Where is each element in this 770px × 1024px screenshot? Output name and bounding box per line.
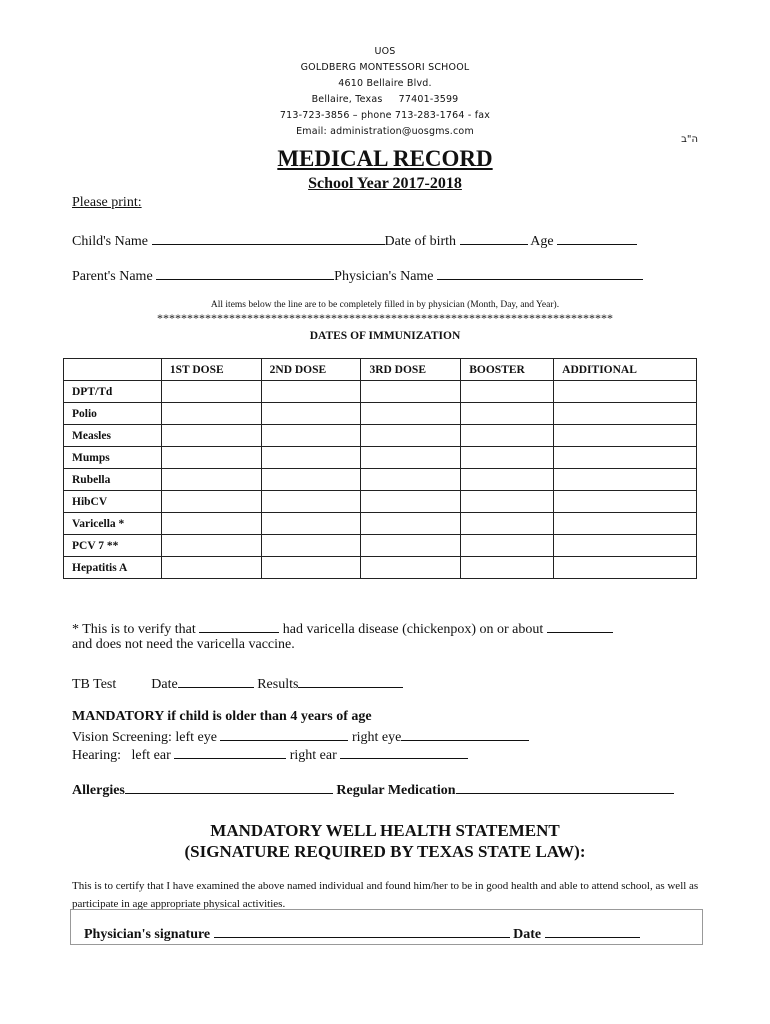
right-ear-label: right ear [289,748,337,763]
table-cell[interactable] [161,403,261,425]
hebrew-mark: ה"ב [681,134,698,145]
date-of-birth-field[interactable] [460,231,528,245]
table-cell[interactable] [361,425,461,447]
table-cell[interactable] [554,535,697,557]
table-header: 2ND DOSE [261,359,361,381]
allergies-label: Allergies [72,783,125,798]
table-cell[interactable] [361,535,461,557]
school-acronym: UOS [374,46,396,57]
table-cell[interactable] [461,469,554,491]
table-cell[interactable] [461,447,554,469]
table-cell[interactable] [261,513,361,535]
row-label: Rubella [64,469,162,491]
table-cell[interactable] [161,469,261,491]
signature-field[interactable] [214,924,510,938]
table-row [64,447,697,469]
immunization-table [63,358,697,579]
tb-results-label: Results [257,677,299,692]
table-cell[interactable] [161,425,261,447]
table-cell[interactable] [361,491,461,513]
parents-name-label: Parent's Name [72,269,153,284]
table-header-row [64,359,697,381]
page-subtitle: School Year 2017-2018 [308,175,462,192]
table-cell[interactable] [461,425,554,447]
row-label: Hepatitis A [64,557,162,579]
table-cell[interactable] [361,447,461,469]
table-cell[interactable] [461,535,554,557]
tb-test-label: TB Test [72,677,117,692]
varicella-name-field[interactable] [199,619,279,633]
regular-medication-label: Regular Medication [336,783,456,798]
row-label: Polio [64,403,162,425]
table-cell[interactable] [361,381,461,403]
table-cell[interactable] [461,403,554,425]
table-cell[interactable] [461,513,554,535]
row-label: HibCV [64,491,162,513]
table-row [64,425,697,447]
age-field[interactable] [557,231,637,245]
tb-results-field[interactable] [298,674,403,688]
table-cell[interactable] [161,535,261,557]
school-phone: 713-723-3856 – phone 713-283-1764 - fax [279,110,491,121]
tb-date-label: Date [151,677,178,692]
row-label: Varicella * [64,513,162,535]
star-divider: **************************************************************************** [157,311,613,325]
table-row [64,469,697,491]
statement-subtitle: (SIGNATURE REQUIRED BY TEXAS STATE LAW): [184,842,586,861]
tb-date-field[interactable] [178,674,254,688]
vision-label: Vision Screening: left eye [72,730,217,745]
date-of-birth-label: Date of birth [384,234,457,249]
table-cell[interactable] [554,557,697,579]
signature-label: Physician's signature [84,927,211,942]
varicella-date-field[interactable] [547,619,613,633]
table-cell[interactable] [261,491,361,513]
table-header: ADDITIONAL [554,359,697,381]
table-cell[interactable] [261,469,361,491]
table-cell[interactable] [361,513,461,535]
right-eye-label: right eye [351,730,402,745]
left-eye-field[interactable] [220,727,348,741]
table-cell[interactable] [554,491,697,513]
table-header [64,359,162,381]
physicians-name-label: Physician's Name [334,269,434,284]
immunization-heading: DATES OF IMMUNIZATION [309,330,461,342]
table-cell[interactable] [461,557,554,579]
table-cell[interactable] [261,425,361,447]
table-row [64,535,697,557]
table-cell[interactable] [161,557,261,579]
table-cell[interactable] [554,447,697,469]
table-cell[interactable] [261,447,361,469]
table-cell[interactable] [461,381,554,403]
signature-row [84,924,640,943]
please-print-label: Please print: [72,195,142,210]
right-ear-field[interactable] [340,745,468,759]
hearing-row [72,745,468,764]
table-cell[interactable] [161,447,261,469]
table-cell[interactable] [361,403,461,425]
table-cell[interactable] [161,513,261,535]
table-row [64,403,697,425]
varicella-prefix: * This is to verify that [72,622,196,637]
left-ear-field[interactable] [174,745,286,759]
allergies-field[interactable] [125,780,333,794]
table-cell[interactable] [361,469,461,491]
age-label: Age [530,234,554,249]
school-address: 4610 Bellaire Blvd. [338,78,432,89]
physician-instructions: All items below the line are to be completely filled in by physician (Month, Day, and Year). [210,300,560,310]
table-cell[interactable] [161,491,261,513]
allergies-row [72,780,674,799]
table-cell[interactable] [461,491,554,513]
childs-name-label: Child's Name [72,234,149,249]
table-cell[interactable] [261,403,361,425]
parent-info-row [72,266,643,285]
table-header: 1ST DOSE [161,359,261,381]
right-eye-field[interactable] [401,727,529,741]
vision-row [72,727,529,746]
page-title: MEDICAL RECORD [277,146,493,171]
table-row [64,491,697,513]
tb-row [72,674,403,693]
mandatory-heading: MANDATORY if child is older than 4 years of age [72,709,372,724]
table-header: 3RD DOSE [361,359,461,381]
varicella-row [72,619,613,638]
childs-name-field[interactable] [152,231,385,245]
row-label: PCV 7 ** [64,535,162,557]
signature-date-field[interactable] [545,924,640,938]
varicella-line2: and does not need the varicella vaccine. [72,637,295,652]
table-cell[interactable] [261,535,361,557]
table-cell[interactable] [554,381,697,403]
signature-date-label: Date [513,927,542,942]
row-label: Mumps [64,447,162,469]
regular-medication-field[interactable] [456,780,674,794]
table-cell[interactable] [554,469,697,491]
table-cell[interactable] [261,557,361,579]
row-label: Measles [64,425,162,447]
varicella-middle: had varicella disease (chickenpox) on or about [282,622,544,637]
school-city: Bellaire, Texas 77401-3599 [311,94,459,105]
table-cell[interactable] [361,557,461,579]
table-cell[interactable] [554,513,697,535]
school-name: GOLDBERG MONTESSORI SCHOOL [300,62,470,73]
table-cell[interactable] [261,381,361,403]
parents-name-field[interactable] [156,266,334,280]
statement-body: This is to certify that I have examined the above named individual and found him/her to be in good health and able to attend school, as well as participate in age appropriate physical activities. [72,880,699,910]
table-row [64,381,697,403]
school-email: Email: administration@uosgms.com [296,126,474,137]
table-cell[interactable] [554,403,697,425]
table-header: BOOSTER [461,359,554,381]
row-label: DPT/Td [64,381,162,403]
child-info-row [72,231,637,250]
table-row [64,513,697,535]
hearing-label: Hearing: left ear [72,748,171,763]
physicians-name-field[interactable] [437,266,643,280]
statement-title: MANDATORY WELL HEALTH STATEMENT [210,821,560,840]
table-cell[interactable] [161,381,261,403]
table-row [64,557,697,579]
table-cell[interactable] [554,425,697,447]
